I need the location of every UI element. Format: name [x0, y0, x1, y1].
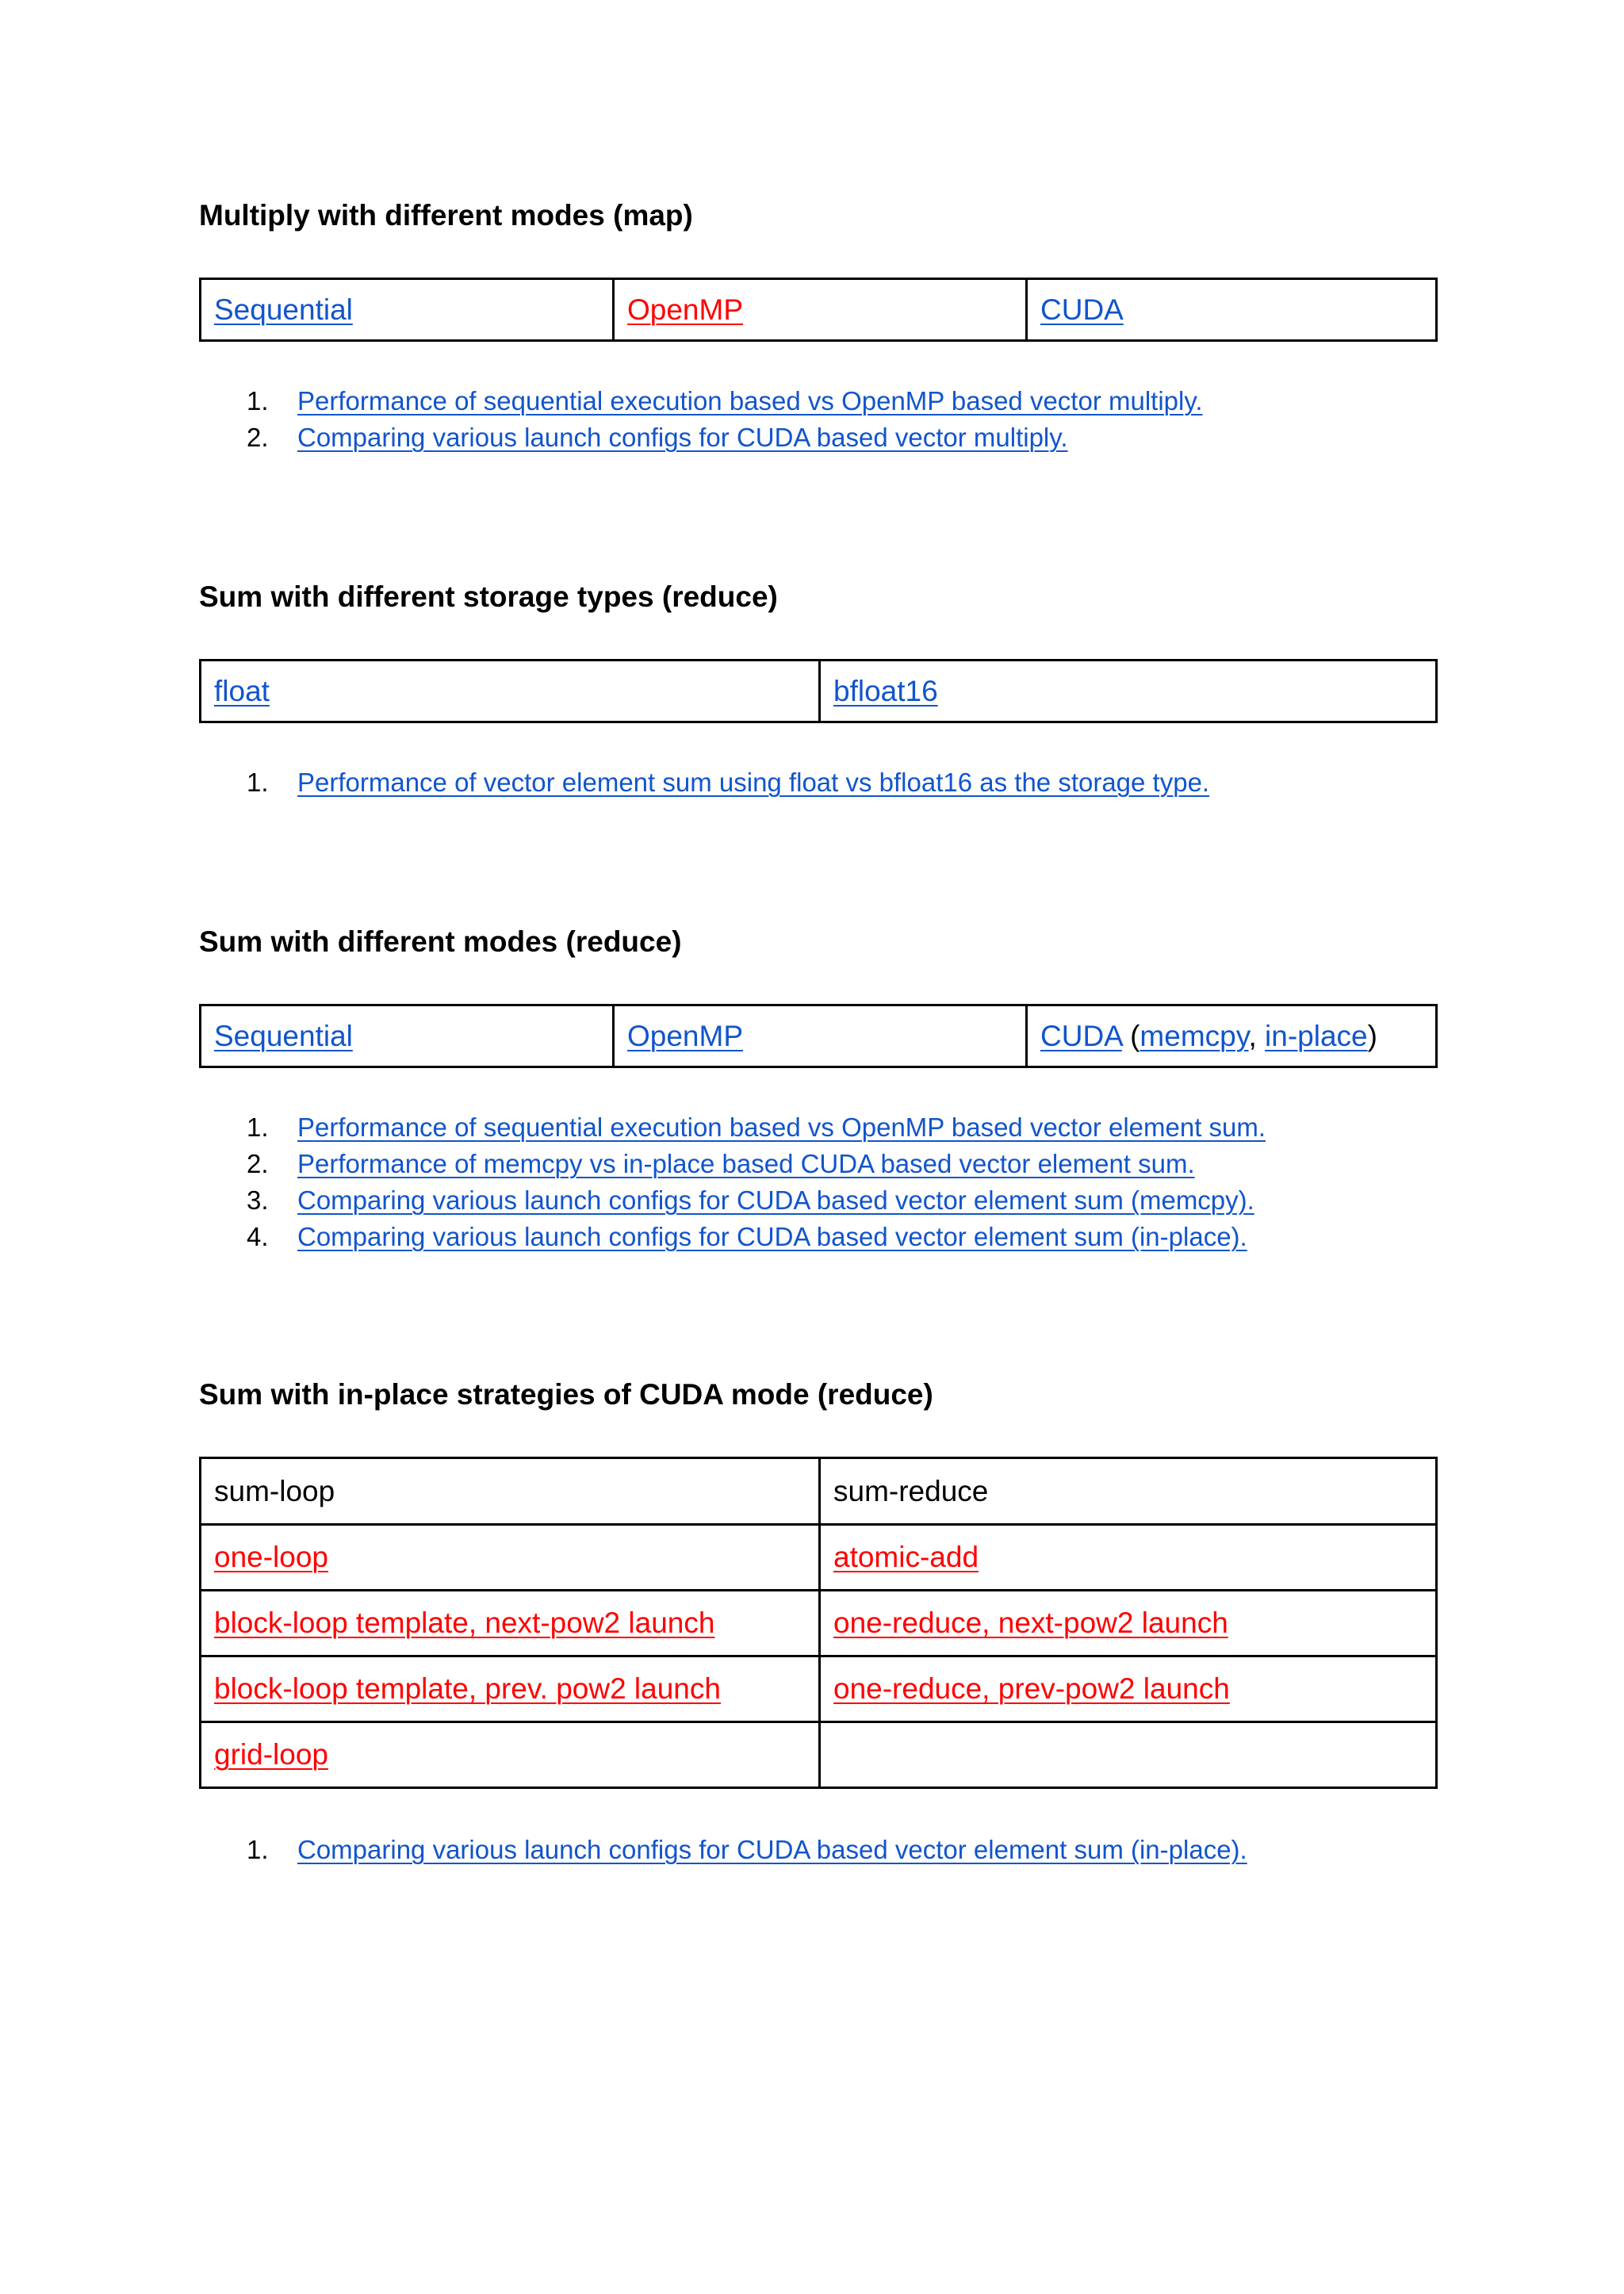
section-heading: Sum with in-place strategies of CUDA mode (reduce) [199, 1378, 933, 1411]
list-item [199, 1219, 1266, 1255]
list-number: 1. [247, 768, 269, 797]
one-reduce-next-pow2-link[interactable]: one-reduce, next-pow2 launch [833, 1607, 1228, 1639]
table-row [201, 1591, 1437, 1656]
section-heading: Sum with different storage types (reduce) [199, 580, 778, 613]
sequential-link[interactable]: Sequential [214, 293, 353, 326]
numbered-link-list [199, 1109, 1266, 1255]
launch-configs-memcpy-link[interactable]: Comparing various launch configs for CUDA based vector element sum (memcpy). [297, 1185, 1254, 1215]
table-header-row [201, 1458, 1437, 1525]
modes-table [199, 1004, 1438, 1068]
one-reduce-prev-pow2-link[interactable]: one-reduce, prev-pow2 launch [833, 1672, 1230, 1705]
table-row [201, 1722, 1437, 1788]
bfloat16-link[interactable]: bfloat16 [833, 674, 938, 707]
paren-close: ) [1367, 1019, 1377, 1052]
table-cell [614, 1005, 1027, 1067]
block-loop-prev-pow2-link[interactable]: block-loop template, prev. pow2 launch [214, 1672, 721, 1705]
modes-table [199, 278, 1438, 342]
table-cell [820, 1525, 1437, 1591]
table-row [201, 1525, 1437, 1591]
sequential-link[interactable]: Sequential [214, 1019, 353, 1052]
section-multiply-modes [199, 198, 1438, 452]
section-heading: Multiply with different modes (map) [199, 199, 693, 232]
list-number: 1. [247, 1113, 269, 1142]
memcpy-vs-inplace-link[interactable]: Performance of memcpy vs in-place based CUDA based vector element sum. [297, 1149, 1195, 1178]
section-sum-modes [199, 925, 1438, 1251]
section-heading: Sum with different modes (reduce) [199, 925, 682, 958]
numbered-link-list [199, 383, 1203, 456]
table-cell [201, 661, 820, 722]
list-number: 3. [247, 1185, 269, 1215]
table-cell [614, 279, 1027, 341]
list-number: 1. [247, 1835, 269, 1864]
list-item [199, 1146, 1266, 1182]
table-row [201, 661, 1437, 722]
list-item [199, 1832, 1247, 1868]
list-number: 1. [247, 386, 269, 416]
cuda-link[interactable]: CUDA [1040, 1019, 1122, 1052]
launch-configs-inplace-link[interactable]: Comparing various launch configs for CUDA based vector element sum (in-place). [297, 1835, 1247, 1864]
paren-open: ( [1121, 1019, 1140, 1052]
openmp-link[interactable]: OpenMP [627, 1019, 744, 1052]
table-row [201, 1005, 1437, 1067]
table-cell [820, 661, 1437, 722]
openmp-link[interactable]: OpenMP [627, 293, 744, 326]
table-cell [201, 1591, 820, 1656]
list-number: 2. [247, 1149, 269, 1178]
memcpy-link[interactable]: memcpy [1139, 1019, 1249, 1052]
section-storage-types [199, 580, 1438, 797]
list-number: 2. [247, 423, 269, 452]
float-link[interactable]: float [214, 674, 270, 707]
list-number: 4. [247, 1222, 269, 1251]
cuda-link[interactable]: CUDA [1040, 293, 1124, 326]
list-item [199, 419, 1203, 456]
list-item [199, 1109, 1266, 1146]
one-loop-link[interactable]: one-loop [214, 1541, 329, 1573]
column-header-sum-reduce: sum-reduce [820, 1458, 1437, 1525]
strategies-table [199, 1457, 1438, 1789]
numbered-link-list [199, 1832, 1247, 1868]
table-row [201, 1656, 1437, 1722]
table-cell [201, 279, 614, 341]
numbered-link-list [199, 764, 1209, 801]
list-item [199, 1182, 1266, 1219]
perf-seq-vs-openmp-multiply-link[interactable]: Performance of sequential execution based vs OpenMP based vector multiply. [297, 386, 1203, 416]
table-cell [1027, 1005, 1437, 1067]
table-cell [201, 1525, 820, 1591]
list-item [199, 764, 1209, 801]
cuda-launch-configs-multiply-link[interactable]: Comparing various launch configs for CUDA based vector multiply. [297, 423, 1068, 452]
list-item [199, 383, 1203, 419]
table-cell [201, 1656, 820, 1722]
grid-loop-link[interactable]: grid-loop [214, 1738, 328, 1771]
table-cell [820, 1591, 1437, 1656]
section-inplace-strategies [199, 1377, 1438, 1864]
block-loop-next-pow2-link[interactable]: block-loop template, next-pow2 launch [214, 1607, 715, 1639]
table-row [201, 279, 1437, 341]
table-cell [201, 1722, 820, 1788]
column-header-sum-loop: sum-loop [201, 1458, 820, 1525]
comma-separator: , [1248, 1019, 1266, 1052]
in-place-link[interactable]: in-place [1265, 1019, 1368, 1052]
atomic-add-link[interactable]: atomic-add [833, 1541, 979, 1573]
float-vs-bfloat16-link[interactable]: Performance of vector element sum using float vs bfloat16 as the storage type. [297, 768, 1210, 797]
table-cell [820, 1656, 1437, 1722]
perf-seq-vs-openmp-sum-link[interactable]: Performance of sequential execution based vs OpenMP based vector element sum. [297, 1113, 1266, 1142]
table-cell [1027, 279, 1437, 341]
table-cell [201, 1005, 614, 1067]
empty-table-cell [820, 1722, 1437, 1788]
storage-table [199, 659, 1438, 723]
launch-configs-inplace-link[interactable]: Comparing various launch configs for CUDA based vector element sum (in-place). [297, 1222, 1247, 1251]
